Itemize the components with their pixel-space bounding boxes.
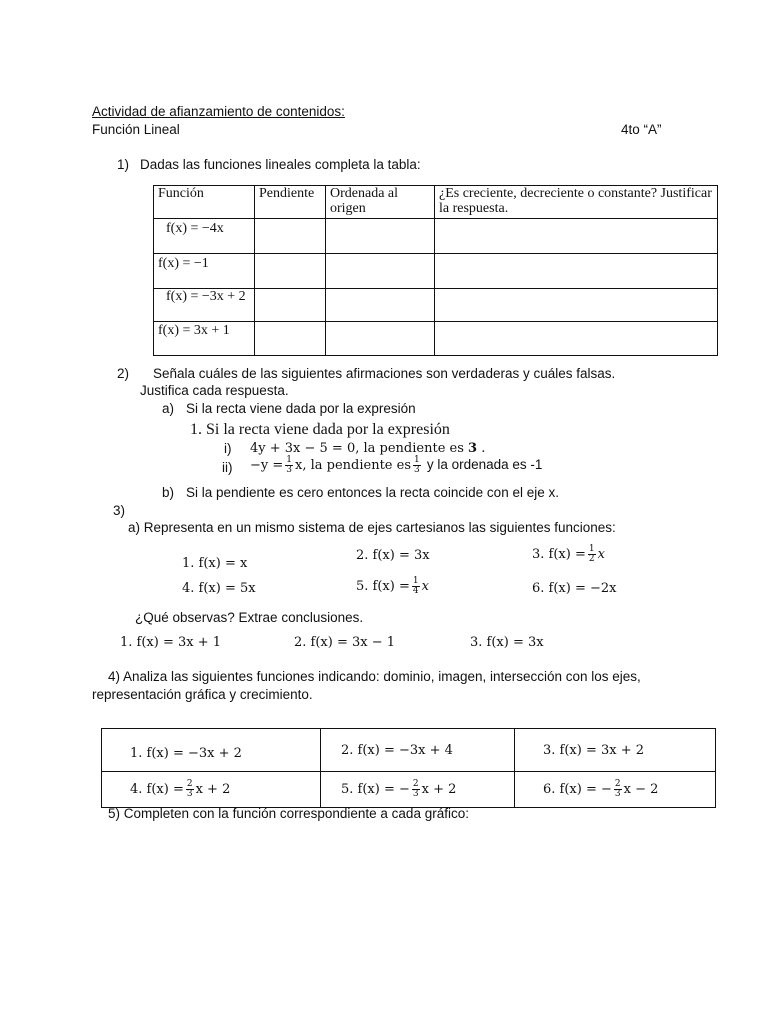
table-header-creciente: ¿Es creciente, decreciente o constante? Justificar la respuesta.: [435, 186, 718, 219]
table-header-ordenada: Ordenada al origen: [326, 186, 435, 219]
table-cell-funcion: f(x) = −1: [154, 254, 255, 289]
q3-function-3: 3. f(x) = $\frac{1}{2}$ x: [532, 544, 605, 564]
q3-group-function-3: 3. f(x) = 3x: [470, 635, 544, 650]
table-header-funcion: Función: [154, 186, 255, 219]
table-cell-empty[interactable]: [255, 322, 326, 356]
q3a-text: a) Representa en un mismo sistema de ejes cartesianos las siguientes funciones:: [128, 520, 616, 535]
table-cell-empty[interactable]: [326, 322, 435, 356]
table-header-pendiente: Pendiente: [255, 186, 326, 219]
table-cell-funcion: f(x) = −3x + 2: [154, 289, 255, 322]
q2b-text: Si la pendiente es cero entonces la recta coincide con el eje x.: [186, 485, 559, 500]
q2-subtitle: 1. Si la recta viene dada por la expresión: [190, 421, 450, 438]
q3-group-function-1: 1. f(x) = 3x + 1: [120, 635, 222, 650]
q2a-label: a): [162, 401, 175, 416]
table-cell-empty[interactable]: [435, 322, 718, 356]
table-cell-empty[interactable]: [326, 254, 435, 289]
q3-function-4: 4. f(x) = 5x: [182, 581, 256, 596]
page-title: Actividad de afianzamiento de contenidos:: [92, 104, 345, 119]
table-cell-empty[interactable]: [255, 289, 326, 322]
q2ii-statement: −y = $\frac{1}{3}$ x, la pendiente es $\frac{1}{3}$ y la ordenada es -1: [250, 455, 543, 475]
q1-table: [153, 185, 718, 356]
table-cell-empty[interactable]: [435, 219, 718, 254]
q4-text-2: representación gráfica y crecimiento.: [92, 687, 313, 702]
q2b-label: b): [162, 485, 175, 500]
q4-text: 4) Analiza las siguientes funciones indicando: dominio, imagen, intersección con los ejes,: [108, 669, 641, 684]
q2a-text: Si la recta viene dada por la expresión: [186, 401, 416, 416]
table-cell-empty[interactable]: [435, 289, 718, 322]
q4-function-1: 1. f(x) = −3x + 2: [102, 729, 321, 772]
table-cell-funcion: f(x) = −4x: [154, 219, 255, 254]
table-cell-funcion: f(x) = 3x + 1: [154, 322, 255, 356]
q2ii-label: ii): [222, 460, 233, 475]
q3-number: 3): [113, 503, 126, 518]
q4-table: [101, 728, 716, 808]
table-cell-empty[interactable]: [435, 254, 718, 289]
q3-question: ¿Qué observas? Extrae conclusiones.: [135, 610, 364, 625]
q2-text-2: Justifica cada respuesta.: [140, 383, 289, 398]
q1-number: 1): [117, 157, 130, 172]
q4-function-2: 2. f(x) = −3x + 4: [321, 729, 515, 772]
q2i-label: i): [224, 441, 232, 456]
table-cell-empty[interactable]: [255, 219, 326, 254]
q2-number: 2): [117, 366, 130, 381]
q3-function-6: 6. f(x) = −2x: [532, 581, 617, 596]
course-label: 4to “A”: [621, 122, 662, 137]
q4-function-6: 6. f(x) = − $\frac{2}{3}$ x − 2: [515, 772, 716, 808]
q3-group-function-2: 2. f(x) = 3x − 1: [294, 635, 396, 650]
q4-function-3: 3. f(x) = 3x + 2: [515, 729, 716, 772]
q3-function-1: 1. f(x) = x: [182, 556, 248, 571]
q3-function-5: 5. f(x) = $\frac{1}{4}$ x: [356, 576, 429, 596]
q2-text: Señala cuáles de las siguientes afirmaciones son verdaderas y cuáles falsas.: [153, 366, 616, 381]
table-cell-empty[interactable]: [326, 289, 435, 322]
q4-function-4: 4. f(x) = $\frac{2}{3}$ x + 2: [102, 772, 321, 808]
q5-text: 5) Completen con la función correspondiente a cada gráfico:: [108, 806, 469, 821]
q1-text: Dadas las funciones lineales completa la tabla:: [140, 157, 421, 172]
q2i-statement: 4y + 3x − 5 = 0, la pendiente es 3 .: [250, 441, 486, 456]
table-cell-empty[interactable]: [326, 219, 435, 254]
table-cell-empty[interactable]: [255, 254, 326, 289]
q4-function-5: 5. f(x) = − $\frac{2}{3}$ x + 2: [321, 772, 515, 808]
page-subtitle: Función Lineal: [92, 122, 180, 137]
q3-function-2: 2. f(x) = 3x: [356, 548, 430, 563]
